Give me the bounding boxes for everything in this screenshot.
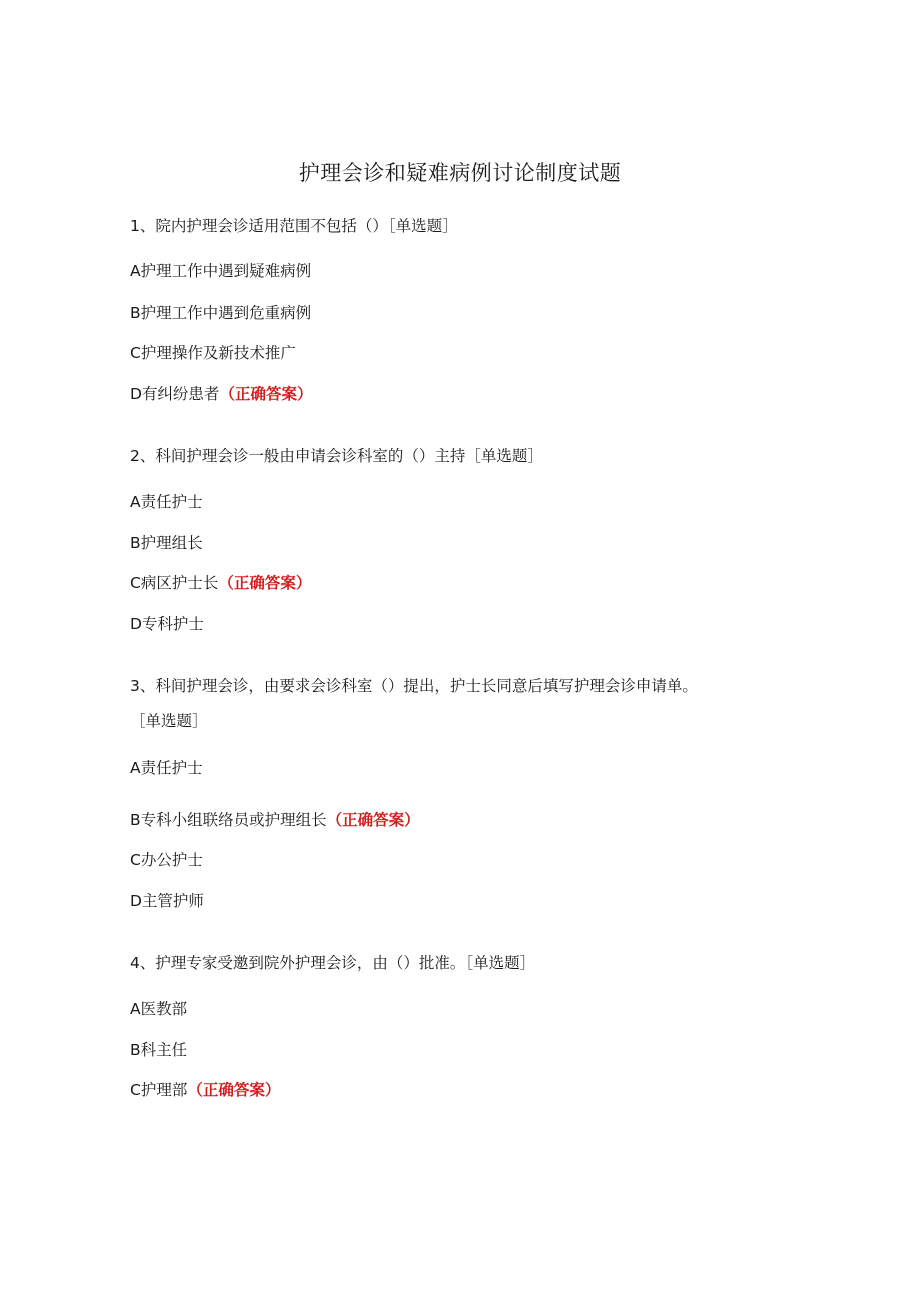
question-3-option-a: A责任护士 [130, 759, 203, 777]
option-text: D有纠纷患者 [130, 385, 220, 403]
document-title: 护理会诊和疑难病例讨论制度试题 [298, 161, 622, 185]
question-1-option-c: C护理操作及新技术推广 [130, 344, 296, 362]
option-text: C护理部 [130, 1081, 188, 1099]
question-2-stem: 2、科间护理会诊一般由申请会诊科室的（）主持［单选题］ [130, 447, 543, 465]
question-4-option-c [130, 1078, 280, 1102]
question-1-option-b: B护理工作中遇到危重病例 [130, 304, 312, 322]
question-1-option-d [130, 382, 312, 406]
question-1-stem: 1、院内护理会诊适用范围不包括（）［单选题］ [130, 217, 458, 235]
question-4-option-b: B科主任 [130, 1041, 188, 1059]
question-4-option-a: A医教部 [130, 1000, 188, 1018]
question-3-option-b [130, 808, 420, 832]
question-2-option-d: D专科护士 [130, 615, 204, 633]
question-3-option-d: D主管护师 [130, 892, 204, 910]
correct-answer-marker: （正确答案） [219, 385, 313, 403]
question-2-option-a: A责任护士 [130, 493, 203, 511]
question-2-option-c [130, 571, 311, 595]
correct-answer-marker: （正确答案） [326, 811, 420, 829]
correct-answer-marker: （正确答案） [187, 1081, 281, 1099]
correct-answer-marker: （正确答案） [218, 574, 312, 592]
question-3-stem-continued: ［单选题］ [130, 712, 208, 730]
option-text: B专科小组联络员或护理组长 [130, 811, 327, 829]
question-3-stem: 3、科间护理会诊，由要求会诊科室（）提出，护士长同意后填写护理会诊申请单。 [130, 677, 698, 695]
question-2-option-b: B护理组长 [130, 534, 203, 552]
question-3-option-c: C办公护士 [130, 851, 203, 869]
question-4-stem: 4、护理专家受邀到院外护理会诊，由（）批准。［单选题］ [130, 954, 536, 972]
question-1-option-a: A护理工作中遇到疑难病例 [130, 262, 312, 280]
option-text: C病区护士长 [130, 574, 219, 592]
